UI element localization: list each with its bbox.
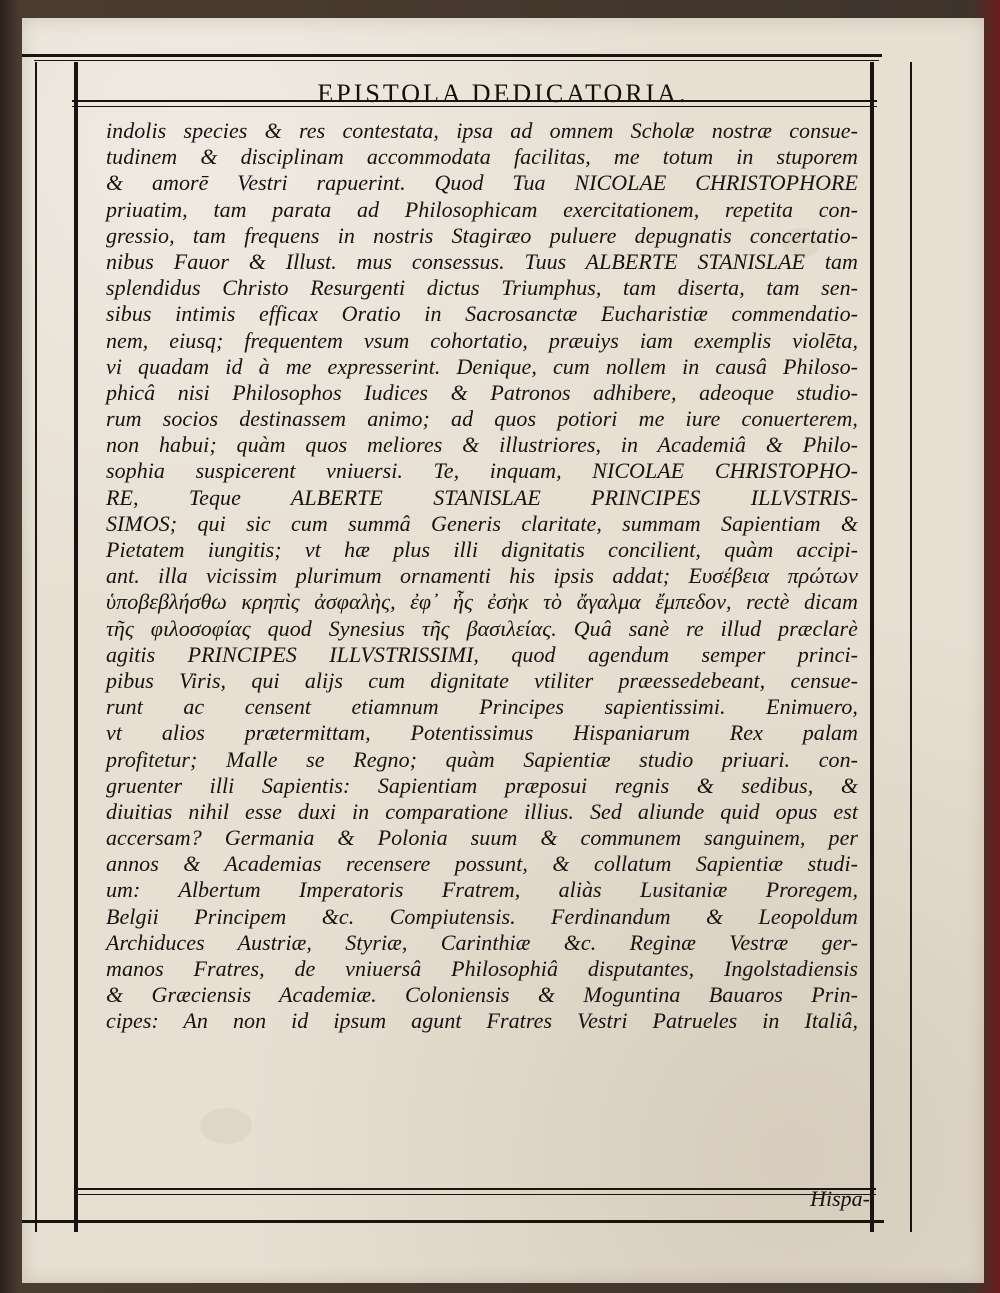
- top-rule-thin: [34, 60, 879, 61]
- text-line: sophia suspicerent vniuersi. Te, inquam, NICOLAE CHRISTOPHO-: [106, 458, 858, 484]
- text-line: accersam? Germania & Polonia suum & communem sanguinem, per: [106, 825, 858, 851]
- text-line: um: Albertum Imperatoris Fratrem, aliàs Lusitaniæ Proregem,: [106, 877, 858, 903]
- text-line: agitis PRINCIPES ILLVSTRISSIMI, quod agendum semper princi-: [106, 641, 858, 667]
- text-line: ὑποβεβλήσθω κρηπὶς ἀσφαλὴς, ἐφ᾽ ἧς ἐσὴκ τὸ ἄγαλμα ἔμπεδον, rectè dicam: [106, 589, 858, 615]
- bottom-rule-thin: [76, 1194, 876, 1195]
- text-line: pibus Viris, qui alijs cum dignitate vtiliter præessedebeant, censue-: [106, 667, 858, 693]
- text-line: phicâ nisi Philosophos Iudices & Patronos adhibere, adeoque studio-: [106, 379, 858, 405]
- right-frame-inner: [870, 62, 874, 1232]
- text-line: vt alios prætermittam, Potentissimus Hispaniarum Rex palam: [106, 720, 858, 746]
- text-line: manos Fratres, de vniuersâ Philosophiâ disputantes, Ingolstadiensis: [106, 956, 858, 981]
- bottom-outer-rule: [22, 1220, 884, 1223]
- text-line: & Græciensis Academiæ. Coloniensis & Moguntina Bauaros Prin-: [106, 982, 858, 1008]
- text-line: cipes: An non id ipsum agunt Fratres Vestri Patrueles in Italiâ,: [106, 1008, 858, 1034]
- text-line: sibus intimis efficax Oratio in Sacrosanctæ Eucharistiæ commendatio-: [106, 301, 858, 327]
- text-line: non habui; quàm quos meliores & illustriores, in Academiâ & Philo-: [106, 432, 858, 458]
- bottom-rule: [76, 1188, 876, 1190]
- text-line: diuitias nihil esse duxi in comparatione illius. Sed aliunde quid opus est: [106, 798, 858, 824]
- text-line: runt ac censent etiamnum Principes sapientissimi. Enimuero,: [106, 694, 858, 720]
- paper-stain: [200, 1108, 252, 1144]
- body-text: [106, 118, 858, 1035]
- running-title: EPISTOLA DEDICATORIA.: [317, 79, 689, 108]
- left-frame-outer: [35, 62, 37, 1232]
- text-line: Pietatem iungitis; vt hæ plus illi dignitatis concilient, quàm accipi-: [106, 537, 858, 562]
- text-line: priuatim, tam parata ad Philosophicam exercitationem, repetita con-: [106, 196, 858, 222]
- right-frame-outer: [910, 62, 912, 1232]
- text-line: Archiduces Austriæ, Styriæ, Carinthiæ &c. Reginæ Vestræ ger-: [106, 929, 858, 955]
- left-frame-inner: [74, 62, 78, 1232]
- text-line: nibus Fauor & Illust. mus consessus. Tuus ALBERTE STANISLAE tam: [106, 248, 858, 274]
- top-rule: [22, 54, 882, 57]
- text-line: indolis species & res contestata, ipsa ad omnem Scholæ nostræ consue-: [106, 118, 858, 143]
- text-line: ant. illa vicissim plurimum ornamenti his ipsis addat; Ευσέβεια πρώτων: [106, 563, 858, 589]
- catchword: Hispa-: [810, 1186, 870, 1211]
- text-line: nem, eiusq; frequentem vsum cohortatio, præuiys iam exemplis violēta,: [106, 327, 858, 353]
- text-line: gressio, tam frequens in nostris Stagiræo puluere depugnatis concertatio-: [106, 222, 858, 248]
- text-line: tudinem & disciplinam accommodata facilitas, me totum in stuporem: [106, 144, 858, 170]
- text-line: profitetur; Malle se Regno; quàm Sapientiæ studio priuari. con-: [106, 746, 858, 772]
- text-line: vi quadam id à me expresserint. Denique, cum nollem in causâ Philoso-: [106, 353, 858, 379]
- text-line: RE, Teque ALBERTE STANISLAE PRINCIPES ILLVSTRIS-: [106, 484, 858, 510]
- text-line: τῆς φιλοσοφίας quod Synesius τῆς βασιλείας. Quâ sanè re illud præclarè: [106, 615, 858, 641]
- text-line: splendidus Christo Resurgenti dictus Triumphus, tam diserta, tam sen-: [106, 275, 858, 301]
- text-line: & amorē Vestri rapuerint. Quod Tua NICOLAE CHRISTOPHORE: [106, 170, 858, 196]
- text-line: rum socios destinassem animo; ad quos potiori me iure conuerterem,: [106, 406, 858, 432]
- text-line: gruenter illi Sapientis: Sapientiam præposui regnis & sedibus, &: [106, 772, 858, 798]
- text-line: Belgii Principem &c. Compiutensis. Ferdinandum & Leopoldum: [106, 903, 858, 929]
- text-line: SIMOS; qui sic cum summâ Generis claritate, summam Sapientiam &: [106, 510, 858, 536]
- text-line: annos & Academias recensere possunt, & collatum Sapientiæ studi-: [106, 851, 858, 877]
